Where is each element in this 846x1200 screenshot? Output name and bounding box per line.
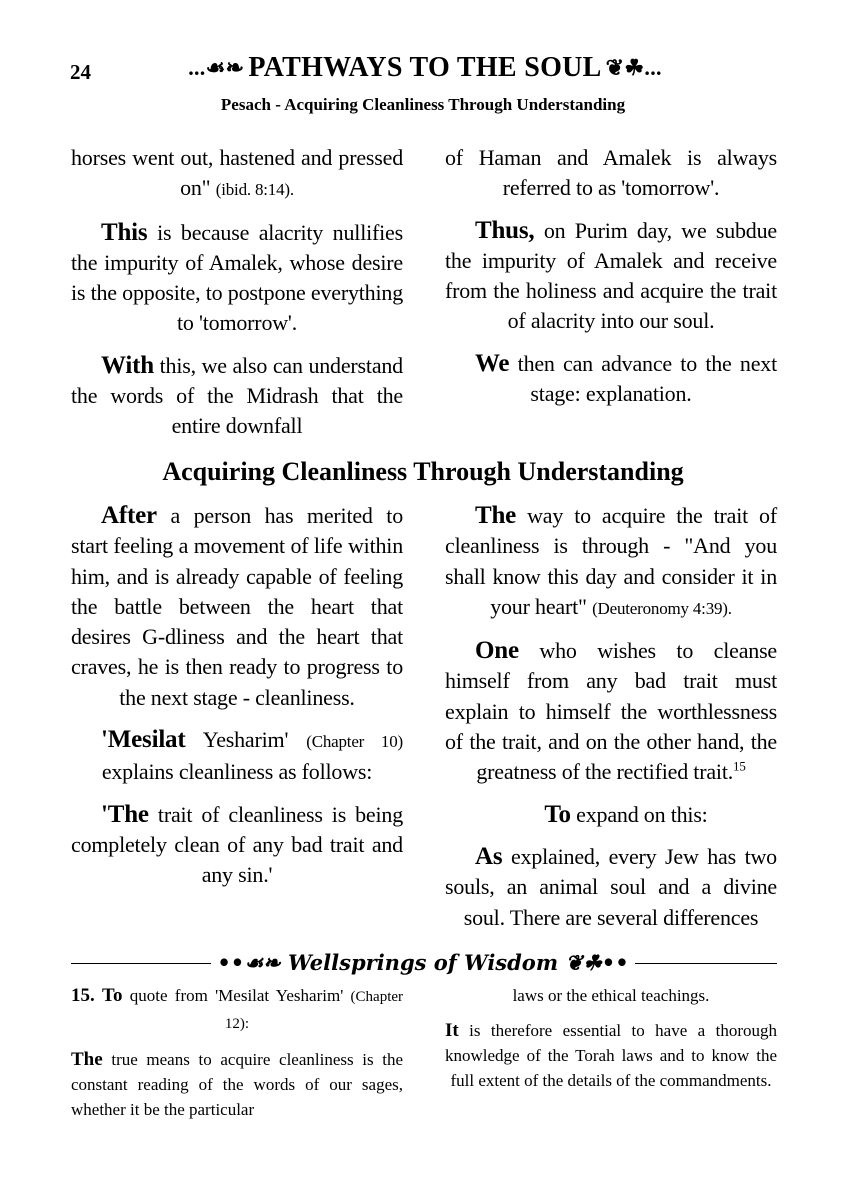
lead-word: We — [475, 349, 510, 377]
paragraph: This is because alacrity nullifies the impurity of Amalek, whose desire is the opposite, to postpone everything to 'tomorrow'. — [71, 218, 403, 336]
lead-word: After — [101, 502, 157, 529]
running-head — [130, 52, 720, 84]
footer-title — [0, 950, 846, 975]
lead-word: One — [475, 637, 519, 665]
top-right-column — [445, 143, 777, 421]
lead-word: It — [445, 1020, 459, 1041]
footnote-paragraph: The true means to acquire cleanliness is the constant reading of the words of our sages, whether it be the particular — [71, 1049, 404, 1119]
lead-word: 'The — [101, 800, 149, 828]
chapter-subtitle: Pesach - Acquiring Cleanliness Through Understanding — [220, 95, 626, 114]
paragraph: We then can advance to the next stage: explanation. — [475, 349, 777, 407]
footer-title-text: Wellsprings of Wisdom — [287, 950, 559, 975]
footnote-right-column — [445, 983, 777, 1103]
citation: (ibid. 8:14). — [215, 180, 294, 200]
paragraph: horses went out, hastened and pressed on" (ibid. 8:14). — [71, 145, 403, 201]
paragraph: As explained, every Jew has two souls, an animal soul and a divine soul. There are several differences — [445, 842, 777, 930]
lead-word: With — [101, 351, 154, 379]
paragraph: One who wishes to cleanse himself from any bad trait must explain to himself the worthlessness of the trait, and on the other hand, the greatness of the rectified trait.$^{15}$ — [445, 637, 777, 785]
lead-word: To — [102, 985, 123, 1006]
ornament-left-icon: ...☙❧ — [188, 55, 245, 80]
paragraph: After a person has merited to start feeling a movement of life within him, and is already capable of feeling the battle between the heart that desires G-dliness and the heart that craves, he is then ready to progress to the next stage - cleanliness. — [71, 502, 403, 710]
section-title: Acquiring Cleanliness Through Understanding — [162, 457, 684, 486]
lead-word: The — [71, 1049, 103, 1070]
lead-word: The — [475, 502, 517, 529]
footnote-left-column — [71, 983, 403, 1132]
mid-right-column — [445, 501, 777, 945]
footnote-paragraph: It is therefore essential to have a thorough knowledge of the Torah laws and to know the full extent of the details of the commandments. — [445, 1020, 778, 1090]
ornament-right-icon: ❦☘... — [605, 55, 662, 80]
lead-word: To — [544, 800, 571, 828]
footer-ornament-right-icon: ❦☘•• — [565, 950, 629, 975]
paragraph: 'Mesilat Yesharim' (Chapter 10) explains cleanliness as follows: — [101, 726, 403, 785]
lead-word: 'Mesilat — [101, 726, 186, 754]
book-title: PATHWAYS TO THE SOUL — [248, 52, 602, 83]
paragraph: Thus, on Purim day, we subdue the impurity of Amalek and receive from the holiness and acquire the trait of alacrity into our soul. — [445, 216, 777, 334]
top-left-column — [71, 143, 403, 454]
footer-ornament-left-icon: ••☙❧ — [217, 950, 281, 975]
footnote-paragraph: laws or the ethical teachings. — [512, 986, 710, 1005]
lead-word: This — [101, 218, 148, 246]
paragraph: The way to acquire the trait of cleanliness is through - "And you shall know this day and consider it in your heart" (Deuteronomy 4:39). — [445, 502, 777, 619]
footnote-number: 15. — [71, 985, 95, 1006]
paragraph: To expand on this: — [544, 800, 708, 828]
citation: (Deuteronomy 4:39). — [592, 598, 732, 618]
paragraph: With this, we also can understand the words of the Midrash that the entire downfall — [71, 351, 403, 439]
footnote-paragraph: 15. To quote from 'Mesilat Yesharim' (Chapter 12): — [71, 985, 404, 1032]
lead-word: Thus, — [475, 216, 535, 244]
citation: (Chapter 10) — [306, 732, 403, 752]
citation: (Chapter 12): — [224, 989, 404, 1032]
page-number: 24 — [70, 60, 91, 84]
mid-left-column — [71, 501, 403, 903]
lead-word: As — [475, 842, 503, 870]
paragraph: of Haman and Amalek is always referred to as 'tomorrow'. — [445, 145, 777, 201]
paragraph: 'The trait of cleanliness is being completely clean of any bad trait and any sin.' — [71, 800, 403, 888]
footnote-marker[interactable]: 15 — [733, 759, 746, 775]
